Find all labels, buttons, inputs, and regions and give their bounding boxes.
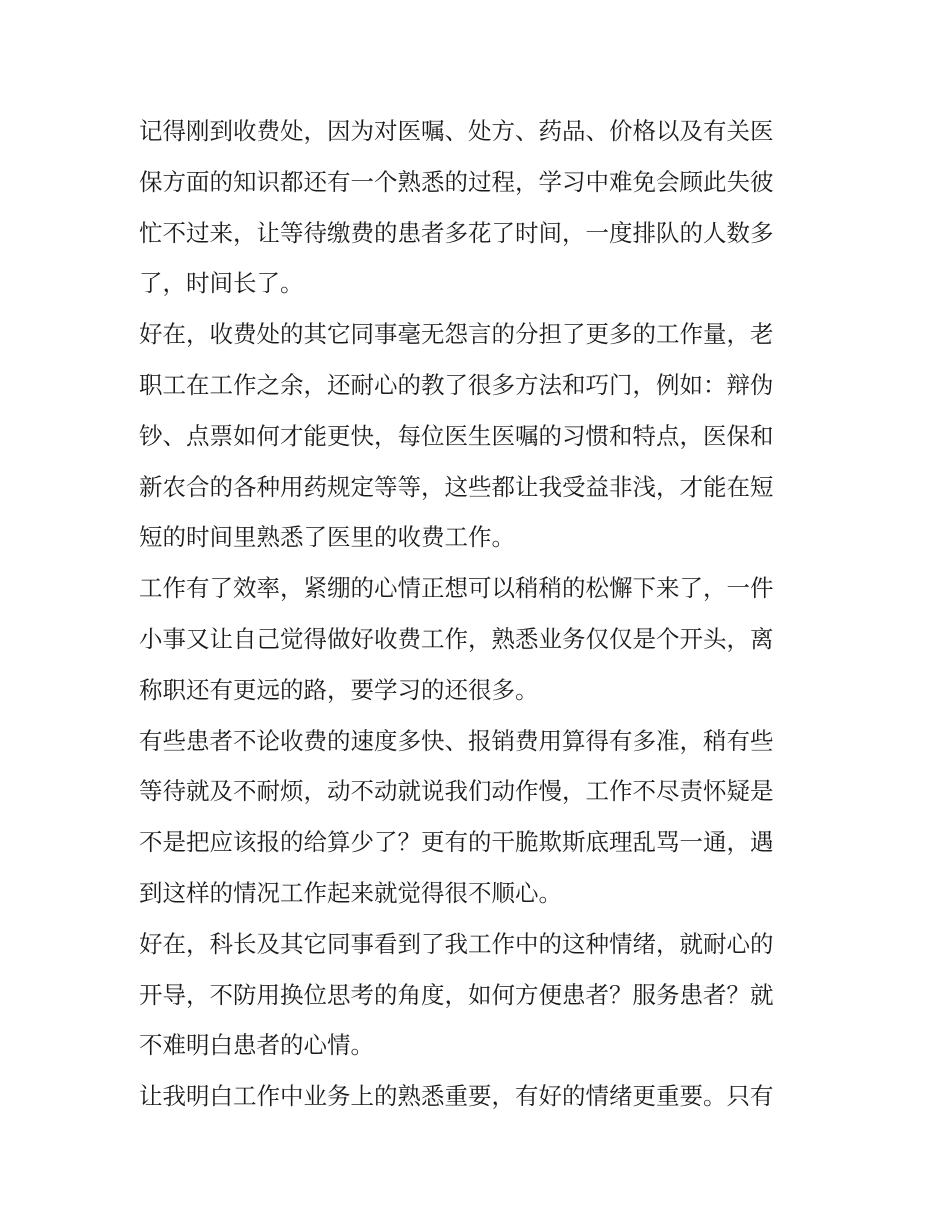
- text-line: 了，时间长了。: [139, 269, 304, 298]
- text-line: 等待就及不耐烦，动不动就说我们动作慢，工作不尽责怀疑是: [139, 777, 774, 806]
- text-line: 忙不过来，让等待缴费的患者多花了时间，一度排队的人数多: [139, 218, 774, 247]
- text-line: 有些患者不论收费的速度多快、报销费用算得有多准，稍有些: [139, 726, 774, 755]
- text-line: 开导，不防用换位思考的角度，如何方便患者？服务患者？就: [139, 980, 774, 1009]
- text-line: 记得刚到收费处，因为对医嘱、处方、药品、价格以及有关医: [139, 117, 774, 145]
- text-line: 让我明白工作中业务上的熟悉重要，有好的情绪更重要。只有: [139, 1082, 774, 1111]
- text-line: 短的时间里熟悉了医里的收费工作。: [139, 523, 515, 552]
- text-line: 保方面的知识都还有一个熟悉的过程，学习中难免会顾此失彼: [139, 167, 774, 196]
- document-body: [139, 106, 819, 1122]
- text-line: 好在，收费处的其它同事毫无怨言的分担了更多的工作量，老: [139, 320, 774, 349]
- text-line: 钞、点票如何才能更快，每位医生医嘱的习惯和特点，医保和: [139, 421, 774, 450]
- text-line: 小事又让自己觉得做好收费工作，熟悉业务仅仅是个开头，离: [139, 624, 774, 653]
- text-line: 不难明白患者的心情。: [139, 1031, 374, 1060]
- text-line: 不是把应该报的给算少了？更有的干脆欺斯底理乱骂一通，遇: [139, 828, 774, 857]
- text-line: 到这样的情况工作起来就觉得很不顺心。: [139, 878, 562, 907]
- text-line: 称职还有更远的路，要学习的还很多。: [139, 675, 539, 704]
- text-line: 工作有了效率，紧绷的心情正想可以稍稍的松懈下来了，一件: [139, 574, 774, 603]
- text-line: 新农合的各种用药规定等等，这些都让我受益非浅，才能在短: [139, 472, 774, 501]
- text-line: 职工在工作之余，还耐心的教了很多方法和巧门，例如：辩伪: [139, 370, 774, 399]
- text-line: 好在，科长及其它同事看到了我工作中的这种情绪，就耐心的: [139, 929, 774, 958]
